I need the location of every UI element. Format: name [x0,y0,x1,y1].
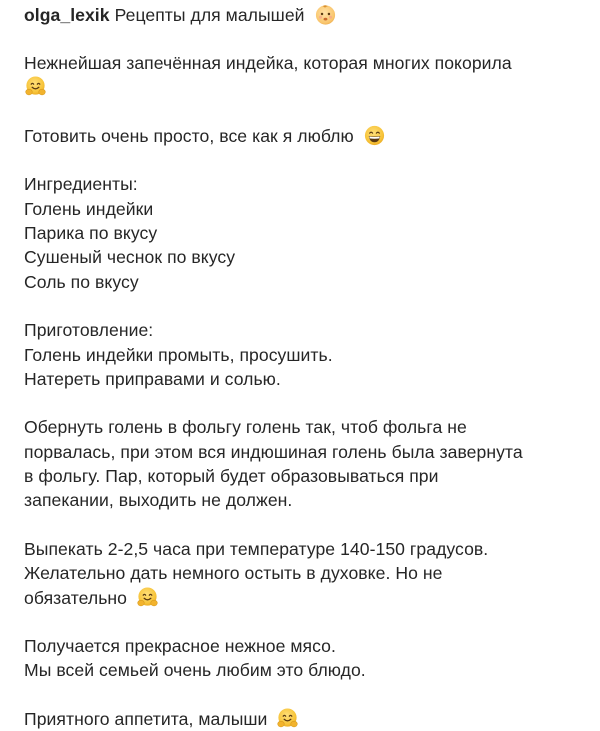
bake-paragraph [24,537,584,610]
wrap-line: в фольгу. Пар, который будет образовываться при [24,466,439,487]
bake-line-text: обязательно [24,587,128,608]
caption-header [24,2,584,28]
ingredient-item: Парика по вкусу [24,223,158,244]
wrap-line: запекании, выходить не должен. [24,490,293,511]
intro-paragraph [24,51,584,100]
post-title: Рецепты для малышей [114,5,305,25]
grinning-face-icon [363,124,386,147]
closing-text: Приятного аппетита, малыши [24,709,268,730]
ingredient-item: Соль по вкусу [24,271,139,292]
baby-face-icon [314,3,337,26]
bake-line: Выпекать 2-2,5 часа при температуре 140-150 градусов. [24,538,489,559]
ingredient-item: Голень индейки [24,198,154,219]
wrap-line: порвалась, при этом вся индюшиная голень была завернута [24,441,523,462]
intro-text: Нежнейшая запечённая индейка, которая многих покорила [24,53,512,73]
bake-line: Желательно дать немного остыть в духовке. Но не [24,563,443,584]
username-link[interactable]: olga_lexik [24,5,110,25]
wrap-line: Обернуть голень в фольгу голень так, чтоб фольга не [24,417,467,438]
ingredients-header: Ингредиенты: [24,174,138,195]
preparation-header: Приготовление: [24,320,154,341]
closing-paragraph [24,707,584,731]
result-paragraph [24,634,584,683]
ingredient-item: Сушеный чеснок по вкусу [24,247,236,268]
preparation-section [24,318,584,391]
result-line: Получается прекрасное нежное мясо. [24,636,336,657]
preparation-step: Голень индейки промыть, просушить. [24,344,333,365]
bake-line-last [24,586,584,610]
hugging-face-icon [24,75,47,98]
easy-paragraph [24,124,584,148]
ingredients-section [24,172,584,293]
hugging-face-icon [136,586,159,609]
wrap-paragraph [24,415,584,512]
preparation-step: Натереть приправами и солью. [24,368,281,389]
caption-text [24,2,584,731]
result-line: Мы всей семьей очень любим это блюдо. [24,660,366,681]
easy-text: Готовить очень просто, все как я люблю [24,125,354,146]
